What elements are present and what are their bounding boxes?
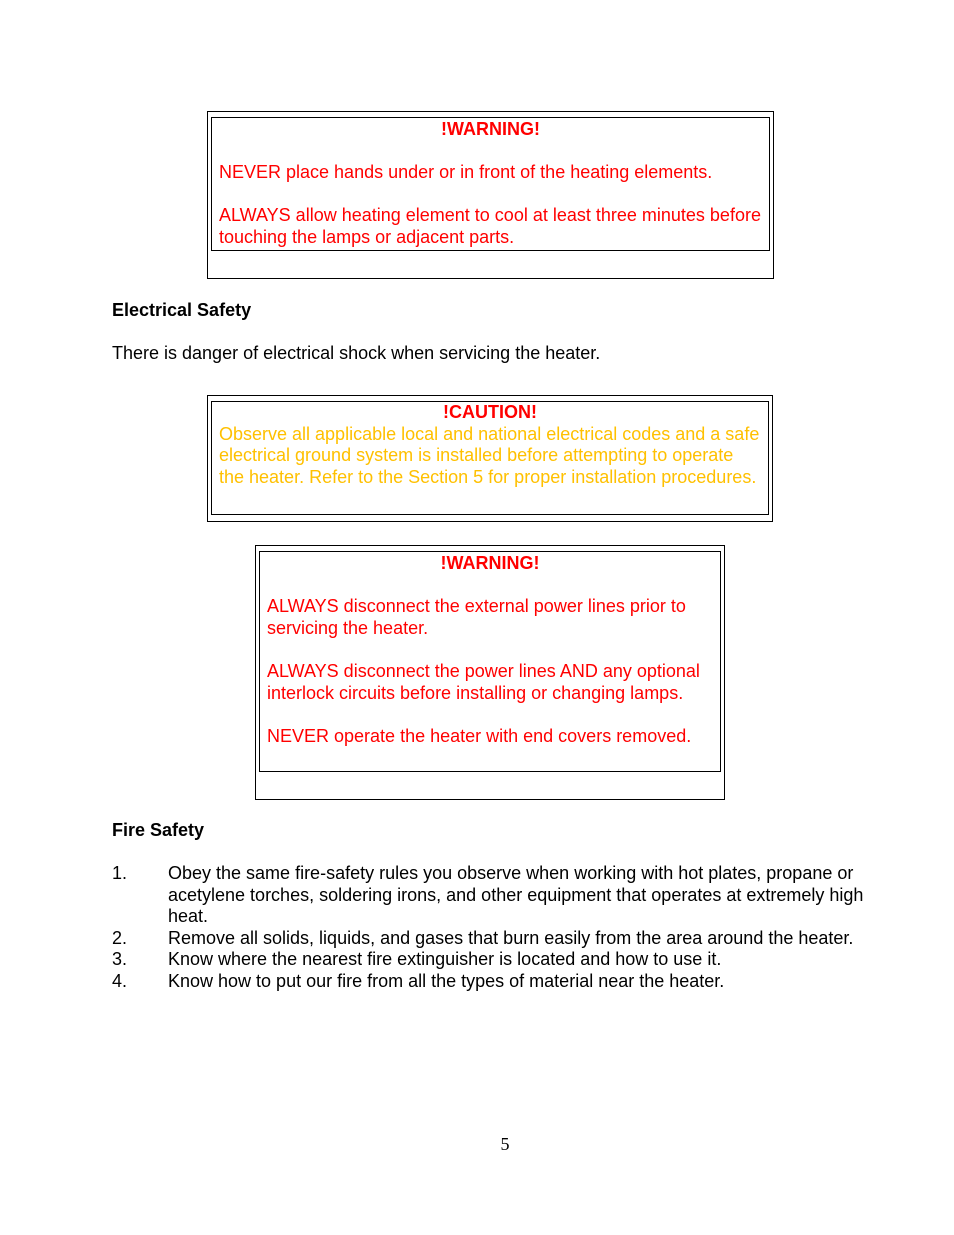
warning-text: ALWAYS disconnect the power lines AND any optional interlock circuits before installing or changing lamps. <box>267 660 700 703</box>
page-number: 5 <box>500 1134 510 1154</box>
section-heading-electrical-safety: Electrical Safety <box>112 300 252 320</box>
caution-box-electrical-codes <box>207 395 773 522</box>
warning-text: ALWAYS disconnect the external power lines prior to servicing the heater. <box>267 596 686 638</box>
caution-box-inner <box>211 401 769 515</box>
spacer <box>219 184 762 206</box>
list-item <box>112 928 902 950</box>
fire-safety-list <box>112 863 902 993</box>
list-item-number: 2. <box>112 927 128 948</box>
spacer <box>267 704 713 726</box>
spacer <box>219 141 762 163</box>
warning-text: NEVER place hands under or in front of the heating elements. <box>219 162 713 183</box>
list-item <box>112 949 902 971</box>
list-item-text: Remove all solids, liquids, and gases that burn easily from the area around the heater. <box>168 927 854 948</box>
section-heading-fire-safety: Fire Safety <box>112 820 205 840</box>
list-item-text: Know how to put our fire from all the types of material near the heater. <box>168 970 725 991</box>
warning-box-heating-elements <box>207 111 774 279</box>
warning-box-inner <box>259 551 721 772</box>
warning-box-power-lines <box>255 545 725 800</box>
warning-title: !WARNING! <box>441 119 540 139</box>
spacer <box>267 575 713 597</box>
list-item-text: Know where the nearest fire extinguisher is located and how to use it. <box>168 949 722 970</box>
warning-text: ALWAYS allow heating element to cool at least three minutes before touching the lamps or adjacent parts. <box>219 205 761 247</box>
warning-title: !WARNING! <box>440 553 540 573</box>
list-item-number: 4. <box>112 970 128 991</box>
list-item <box>112 971 902 993</box>
list-item-number: 3. <box>112 949 128 970</box>
spacer <box>267 639 713 661</box>
list-item-number: 1. <box>112 863 128 883</box>
list-item-text: Obey the same fire-safety rules you observe when working with hot plates, propane or acetylene torches, soldering irons, and other equipment that operates at extremely high heat. <box>168 863 864 927</box>
caution-title: !CAUTION! <box>443 402 537 422</box>
warning-text: NEVER operate the heater with end covers removed. <box>267 725 692 746</box>
electrical-safety-text: There is danger of electrical shock when servicing the heater. <box>112 343 601 363</box>
caution-text: Observe all applicable local and national electrical codes and a safe electrical ground system is installed before attempting to operate the heater. Refer to the Section 5 for proper installation procedures. <box>219 423 760 487</box>
warning-box-inner <box>211 117 770 251</box>
list-item <box>112 863 902 928</box>
